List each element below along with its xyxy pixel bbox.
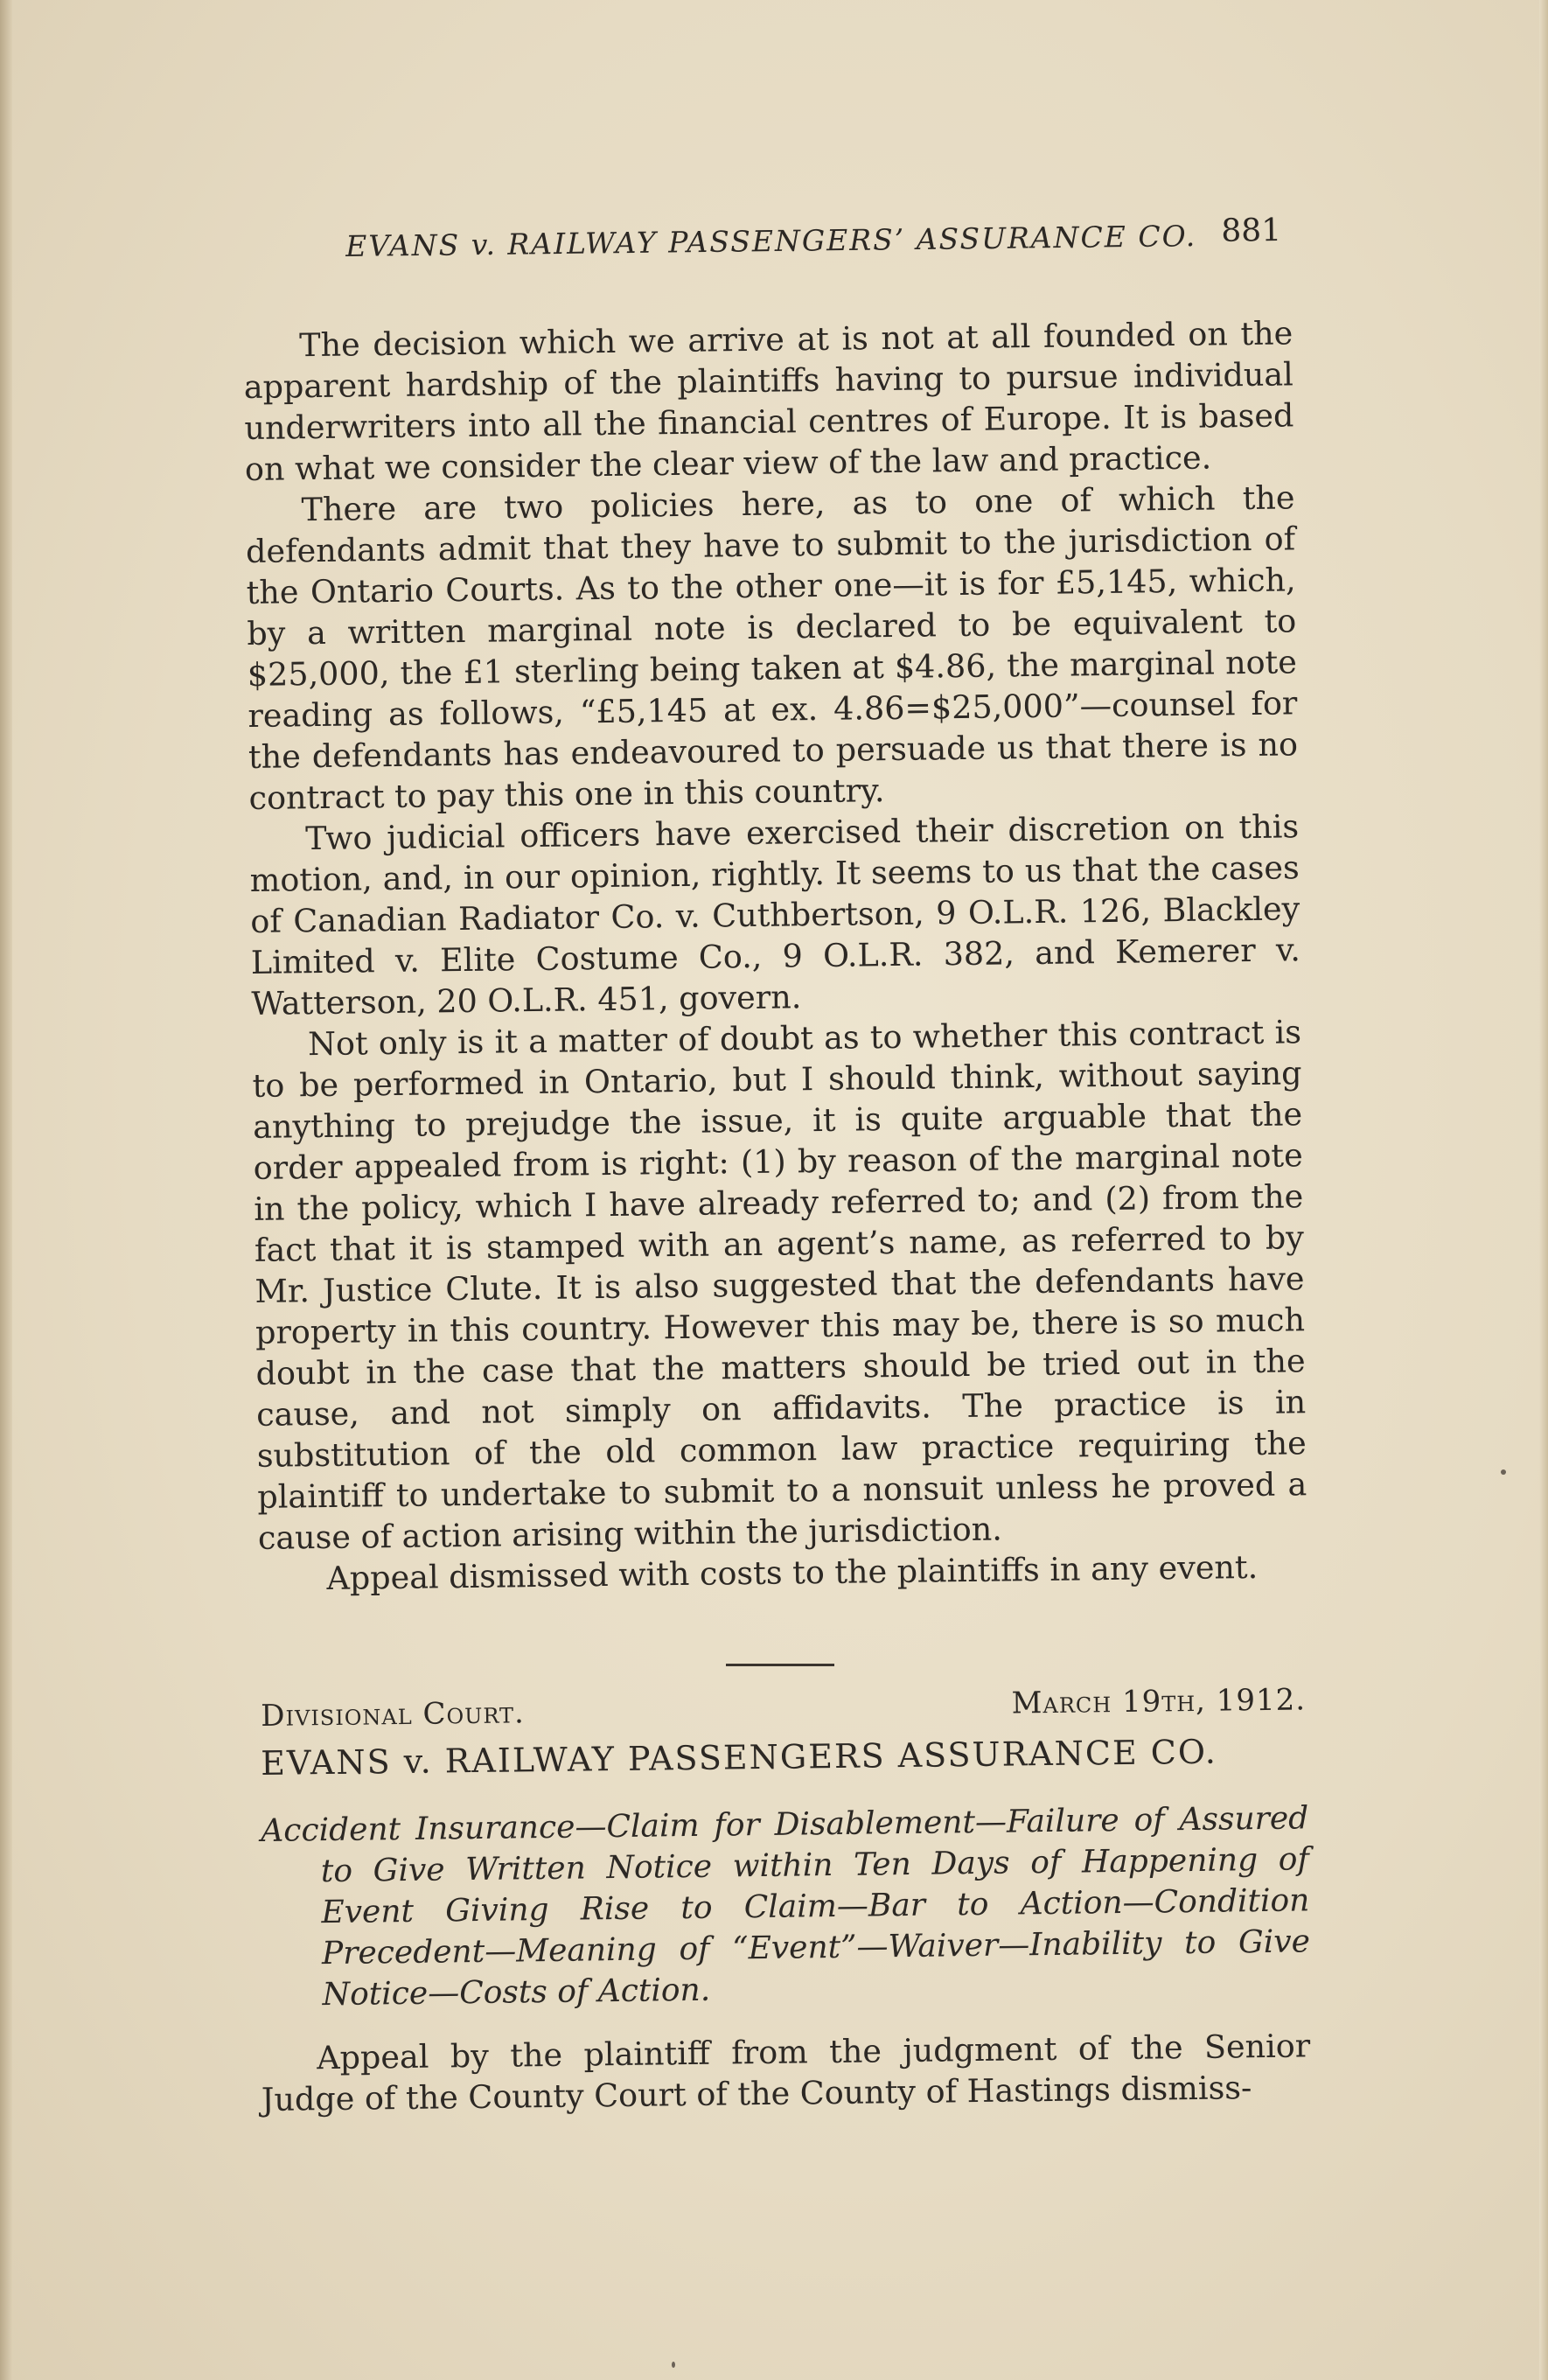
appeal-paragraph: Appeal by the plaintiff from the judgment of the Senior Judge of the County Court of the County of Hastings dismiss- bbox=[261, 2027, 1311, 2118]
disposition-line: Appeal dismissed with costs to the plaintiffs in any event. bbox=[326, 1547, 1259, 1597]
decision-date: March 19th, 1912. bbox=[1011, 1682, 1307, 1721]
running-head-title: EVANS v. RAILWAY PASSENGERS’ ASSURANCE CO. bbox=[345, 219, 1197, 263]
paragraph-3: Two judicial officers have exercised their discretion on this motion, and, in our opinion, rightly. It seems to us that the cases of Canadian Radiator Co. v. Cuthbertson, 9 O.L.R. 126, Blackley Limited v. Elite Costume Co., 9 O.L.R. 382, and Kemerer v. Watterson, 20 O.L.R. 451, govern. bbox=[249, 807, 1301, 1022]
judgment-text bbox=[243, 312, 1308, 1600]
section-divider bbox=[726, 1664, 834, 1666]
running-head bbox=[345, 212, 1282, 263]
court-and-date bbox=[261, 1682, 1307, 1734]
paper-speck bbox=[1501, 1469, 1506, 1475]
paragraph-2: There are two policies here, as to one of which the defendants admit that they have to submit to the jurisdiction of the Ontario Courts. As to the other one—it is for £5,145, which, by a written marginal note is declared to be equivalent to $25,000, the £1 sterling being taken at $4.86, the marginal note reading as follows, “£5,145 at ex. 4.86=$25,000”—counsel for the defendants has endeavoured to persuade us that there is no contract to pay this one in this country. bbox=[245, 478, 1299, 817]
paragraph-1: The decision which we arrive at is not at all founded on the apparent hardship of the plaintiffs having to pursue individual underwriters into all the financial centres of Europe. It is based on what we consider the clear view of the law and practice. bbox=[243, 314, 1294, 488]
page-edge bbox=[1539, 0, 1548, 2380]
binding-edge bbox=[0, 0, 12, 2380]
headnote: Accident Insurance—Claim for Disablement—Failure of Assured to Give Written Notice within Ten Days of Happening of Event Giving Rise to Claim—Bar to Action—Condition Precedent—Meaning of “Event”—Waiver—Inability to Give Notice—Costs of Action. bbox=[261, 1800, 1311, 2014]
court-name: Divisional Court. bbox=[261, 1695, 526, 1734]
paper-speck bbox=[672, 2362, 675, 2368]
case-title: EVANS v. RAILWAY PASSENGERS ASSURANCE CO. bbox=[261, 1732, 1218, 1783]
appeal-opening bbox=[261, 2025, 1311, 2120]
page-number: 881 bbox=[1221, 212, 1282, 249]
paragraph-4: Not only is it a matter of doubt as to whether this contract is to be performed in Ontario, but I should think, without saying anything to prejudge the issue, it is quite arguable that the order appealed from is right: (1) by reason of the marginal note in the policy, which I have already referred to; and (2) from the fact that it is stamped with an agent’s name, as referred to by Mr. Justice Clute. It is also suggested that the defendants have property in this country. However this may be, there is so much doubt in the case that the matters should be tried out in the cause, and not simply on affidavits. The practice is in substitution of the old common law practice requiring the plaintiff to undertake to submit to a nonsuit unless he proved a cause of action arising within the jurisdiction. bbox=[252, 1013, 1307, 1557]
